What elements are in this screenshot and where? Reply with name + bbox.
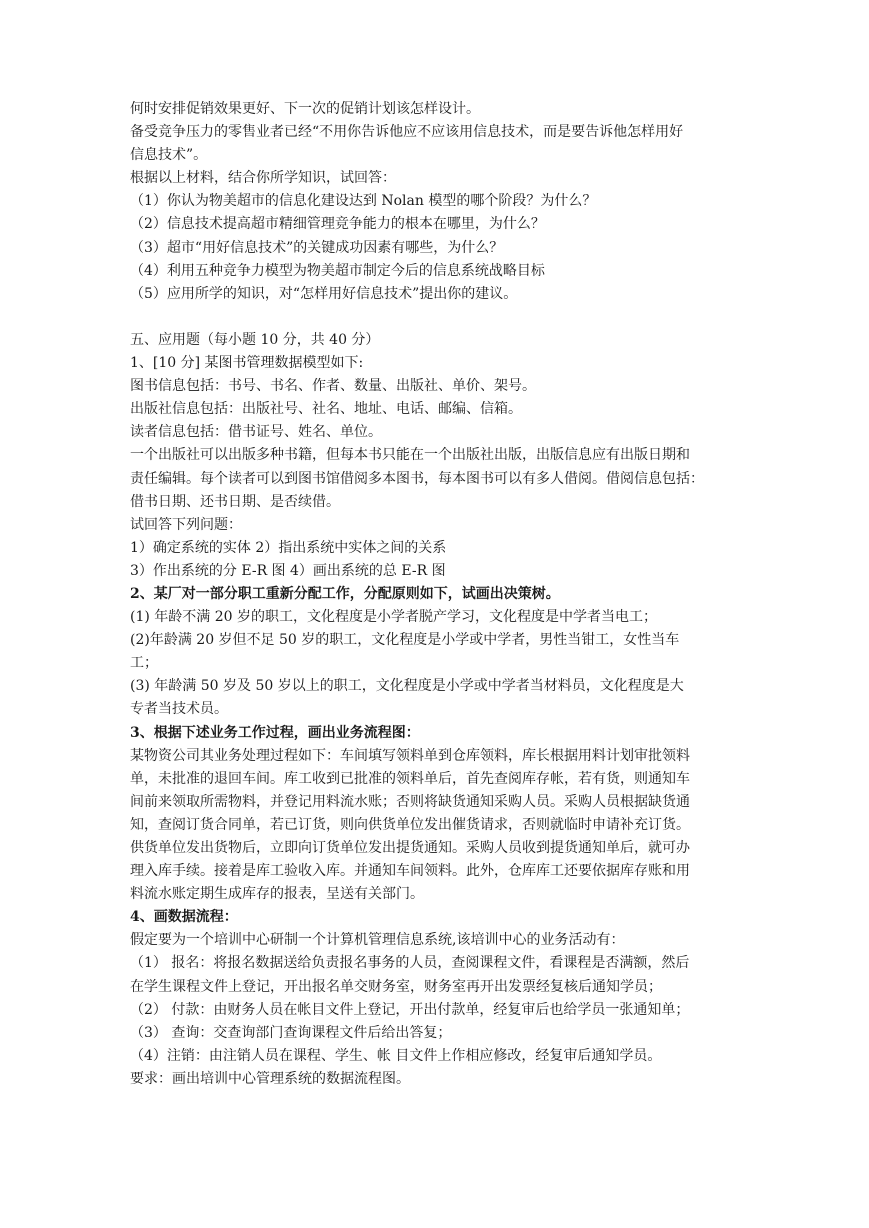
text-line: 出版社信息包括：出版社号、社名、地址、电话、邮编、信箱。 <box>130 401 522 418</box>
text-line: （2） 付款：由财务人员在帐目文件上登记，开出付款单，经复审后也给学员一张通知单； <box>130 1001 690 1018</box>
text-line: 读者信息包括：借书证号、姓名、单位。 <box>130 424 382 441</box>
section-heading: 2、某厂对一部分职工重新分配工作，分配原则如下，试画出决策树。 <box>130 585 560 602</box>
text-line: 1）确定系统的实体 2）指出系统中实体之间的关系 <box>130 539 447 556</box>
text-line: (3) 年龄满 50 岁及 50 岁以上的职工，文化程度是小学或中学者当材料员，文化程度是大 <box>130 678 684 695</box>
text-line: 何时安排促销效果更好、下一次的促销计划该怎样设计。 <box>130 101 480 117</box>
text-line: 某物资公司其业务处理过程如下：车间填写领料单到仓库领料，库长根据用料计划审批领料 <box>130 747 690 764</box>
text-line: 要求：画出培训中心管理系统的数据流程图。 <box>130 1070 410 1087</box>
text-line: (2)年龄满 20 岁但不足 50 岁的职工，文化程度是小学或中学者，男性当钳工，女性当车 <box>130 632 680 649</box>
text-line: (1) 年龄不满 20 岁的职工，文化程度是小学者脱产学习，文化程度是中学者当电工； <box>130 609 657 626</box>
text-line: 在学生课程文件上登记，开出报名单交财务室，财务室再开出发票经复核后通知学员； <box>130 978 662 995</box>
text-line: （2）信息技术提高超市精细管理竞争能力的根本在哪里，为什么？ <box>130 216 545 233</box>
text-line: 料流水账定期生成库存的报表，呈送有关部门。 <box>130 886 424 903</box>
text-line: （1） 报名：将报名数据送给负责报名事务的人员，查阅课程文件，看课程是否满额，然后 <box>130 955 690 972</box>
text-line: （5）应用所学的知识，对“怎样用好信息技术”提出你的建议。 <box>130 285 518 302</box>
text-line: 一个出版社可以出版多种书籍，但每本书只能在一个出版社出版，出版信息应有出版日期和 <box>130 447 690 464</box>
section-heading: 4、画数据流程： <box>130 909 238 926</box>
text-line: 责任编辑。每个读者可以到图书馆借阅多本图书，每本图书可以有多人借阅。借阅信息包括： <box>130 470 704 487</box>
text-line: 理入库手续。接着是库工验收入库。并通知车间领料。此外，仓库库工还要依据库存账和用 <box>130 863 690 880</box>
text-line: （4）利用五种竞争力模型为物美超市制定今后的信息系统战略目标 <box>130 262 545 279</box>
text-line: （3）超市“用好信息技术”的关键成功因素有哪些，为什么？ <box>130 239 504 256</box>
text-line: 试回答下列问题： <box>130 516 242 533</box>
text-line: 五、应用题（每小题 10 分，共 40 分） <box>130 331 380 348</box>
text-line: 图书信息包括：书号、书名、作者、数量、出版社、单价、架号。 <box>130 378 536 395</box>
text-line: 间前来领取所需物料，并登记用料流水账；否则将缺货通知采购人员。采购人员根据缺货通 <box>130 793 690 810</box>
text-line: 假定要为一个培训中心研制一个计算机管理信息系统,该培训中心的业务活动有： <box>130 932 625 949</box>
text-line: 3）作出系统的分 E-R 图 4）画出系统的总 E-R 图 <box>130 562 446 579</box>
text-line: （1）你认为物美超市的信息化建设达到 Nolan 模型的哪个阶段？为什么？ <box>130 193 597 210</box>
text-line: 供货单位发出货物后，立即向订货单位发出提货通知。采购人员收到提货通知单后，就可办 <box>130 840 690 856</box>
text-line: 备受竞争压力的零售业者已经“不用你告诉他应不应该用信息技术，而是要告诉他怎样用好 <box>130 124 684 141</box>
text-line: 借书日期、还书日期、是否续借。 <box>130 493 340 510</box>
text-line: 专者当技术员。 <box>130 701 228 718</box>
text-line: 根据以上材料，结合你所学知识，试回答： <box>130 170 396 187</box>
text-line: 1、[10 分] 某图书管理数据模型如下: <box>130 355 364 372</box>
text-line: （3） 查询：交查询部门查询课程文件后给出答复； <box>130 1024 452 1041</box>
section-heading: 3、根据下述业务工作过程，画出业务流程图： <box>130 724 420 741</box>
text-line: （4）注销：由注销人员在课程、学生、帐 目文件上作相应修改，经复审后通知学员。 <box>130 1047 662 1064</box>
text-line: 知，查阅订货合同单，若已订货，则向供货单位发出催货请求，否则就临时申请补充订货。 <box>130 816 690 833</box>
text-line: 信息技术”。 <box>130 147 208 164</box>
blank-line <box>130 306 741 329</box>
text-line: 单，未批准的退回车间。库工收到已批准的领料单后，首先查阅库存帐，若有货，则通知车 <box>130 770 690 787</box>
text-line: 工； <box>130 655 158 672</box>
